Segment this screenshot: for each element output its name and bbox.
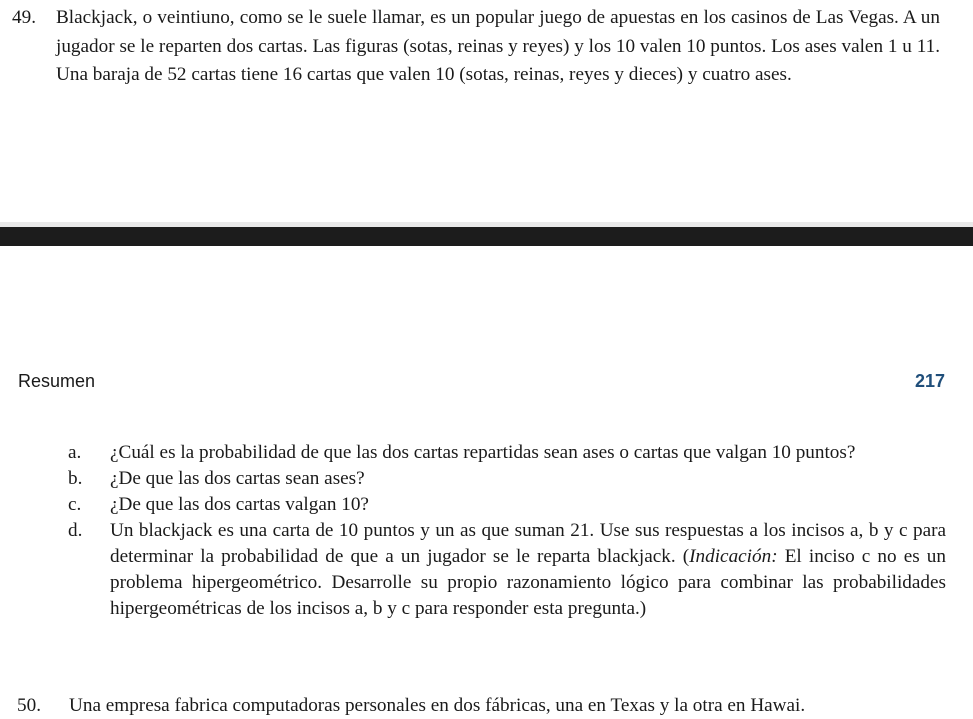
item-letter: b. xyxy=(68,468,83,489)
item-text: ¿De que las dos cartas sean ases? xyxy=(110,468,365,489)
item-text-part: Un blackjack es una carta de 10 puntos y un as que suman 21. Use sus respuestas a los incisos a, b y c para determinar la probabilidad de que a un jugador se le reparta blackjack. ( xyxy=(110,520,946,567)
problem-number: 49. xyxy=(12,7,36,28)
problem-text: Una empresa fabrica computadoras personales en dos fábricas, una en Texas y la otra en Hawai. xyxy=(69,695,806,716)
item-text: ¿Cuál es la probabilidad de que las dos cartas repartidas sean ases o cartas que valgan 10 puntos? xyxy=(110,442,856,463)
page-gap-dark xyxy=(0,227,973,246)
running-head xyxy=(18,371,945,395)
sub-question-b xyxy=(0,466,973,492)
sub-question-c xyxy=(0,492,973,518)
item-text: ¿De que las dos cartas valgan 10? xyxy=(110,494,369,515)
sub-question-a xyxy=(0,440,973,466)
item-text xyxy=(110,518,946,622)
item-letter: a. xyxy=(68,442,82,463)
sub-question-d xyxy=(0,518,973,622)
page-number: 217 xyxy=(914,371,945,391)
hint-label: Indicación: xyxy=(689,546,778,567)
problem-number: 50. xyxy=(17,695,41,716)
item-text-part: El inciso c no es un problema hipergeométrico. Desarrolle su propio razonamiento lógico para combinar las probabilidades hipergeométricas de los incisos a, b y c para responder esta pregunta.) xyxy=(110,546,946,619)
problem-text: Blackjack, o veintiuno, como se le suele llamar, es un popular juego de apuestas en los casinos de Las Vegas. A un jugador se le reparten dos cartas. Las figuras (sotas, reinas y reyes) y los 10 valen 10 puntos. Los ases valen 1 u 11. Una baraja de 52 cartas tiene 16 cartas que valen 10 (sotas, reinas, reyes y dieces) y cuatro ases. xyxy=(56,7,940,85)
section-title: Resumen xyxy=(18,371,96,391)
item-letter: c. xyxy=(68,494,82,515)
item-letter: d. xyxy=(68,520,83,541)
sub-questions xyxy=(0,440,973,622)
